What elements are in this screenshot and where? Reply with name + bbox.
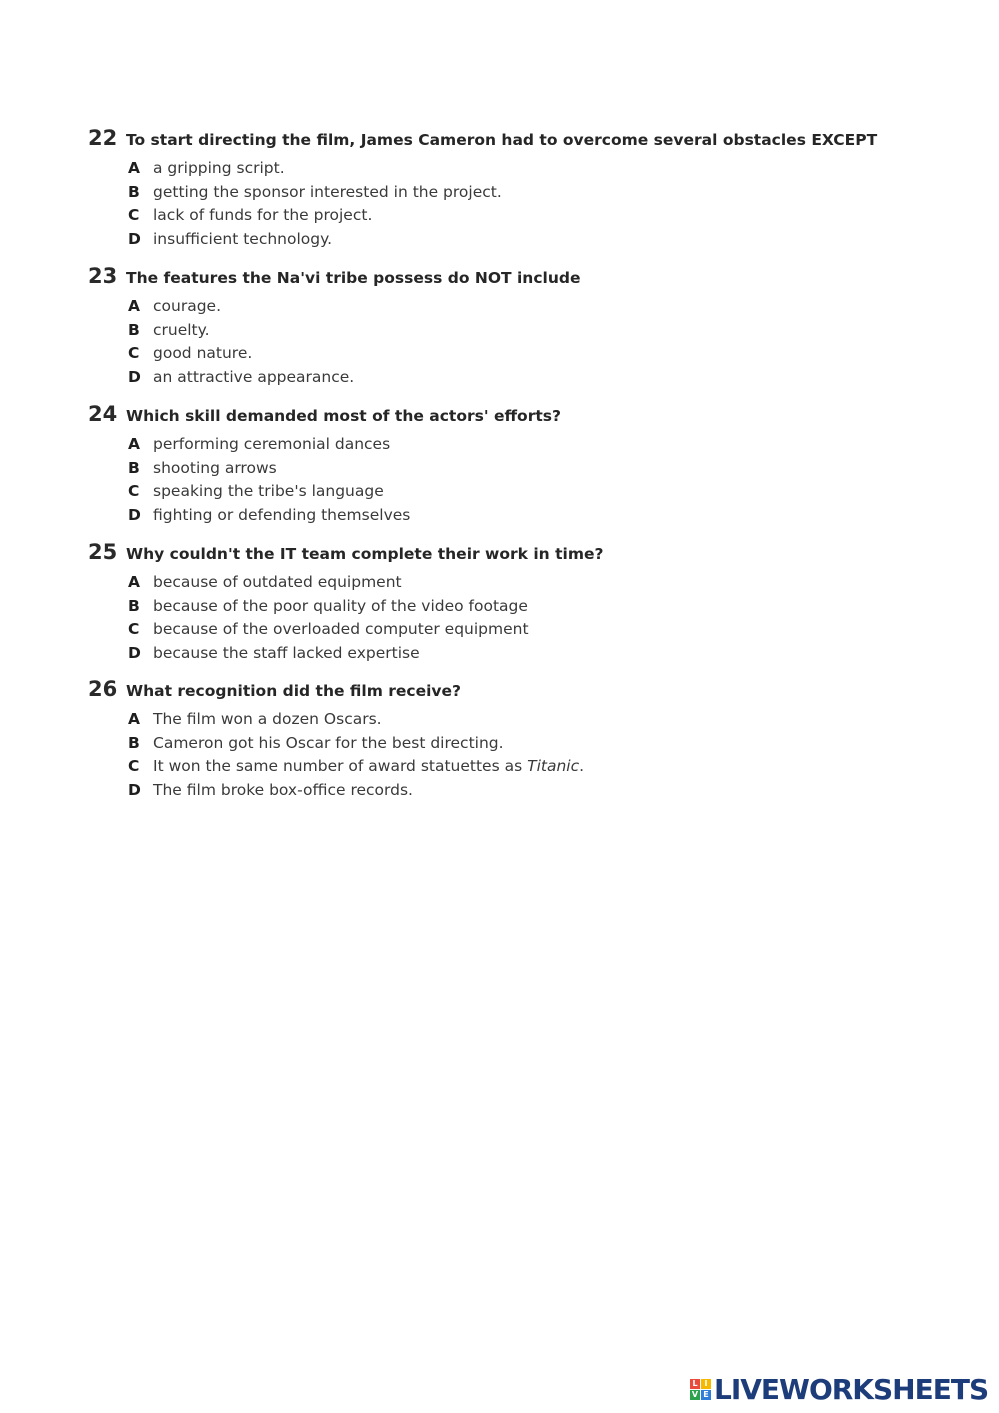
logo-mark-letter: L <box>690 1379 700 1389</box>
answer-option-c[interactable] <box>128 482 968 506</box>
logo-mark-letter: I <box>701 1379 711 1389</box>
answer-option-c[interactable] <box>128 344 968 368</box>
logo-mark-letter: E <box>701 1390 711 1400</box>
question-text: Which skill demanded most of the actors' efforts? <box>126 407 561 425</box>
answer-options <box>128 710 968 804</box>
question-header <box>88 264 968 294</box>
option-text: The film won a dozen Oscars. <box>153 710 382 728</box>
option-letter: C <box>128 757 140 775</box>
option-text: insufficient technology. <box>153 229 332 248</box>
answer-option-d[interactable] <box>128 368 968 392</box>
answer-option-d[interactable] <box>128 644 968 668</box>
logo-mark-letter: V <box>691 1389 699 1399</box>
answer-option-b[interactable] <box>128 459 968 483</box>
option-text: an attractive appearance. <box>153 367 355 386</box>
answer-option-c[interactable] <box>128 757 968 781</box>
question-number: 23 <box>88 264 118 288</box>
option-text: fighting or defending themselves <box>153 505 411 524</box>
option-text: The film broke box-office records. <box>153 780 413 799</box>
question-25 <box>88 540 968 667</box>
question-header <box>88 126 968 156</box>
option-text: performing ceremonial dances <box>153 435 391 453</box>
answer-option-a[interactable] <box>128 435 968 459</box>
option-text: cruelty. <box>153 320 210 339</box>
question-number: 25 <box>88 540 118 564</box>
answer-option-c[interactable] <box>128 206 968 230</box>
option-letter: C <box>128 344 140 362</box>
answer-option-b[interactable] <box>128 321 968 345</box>
question-text: To start directing the film, James Cameron had to overcome several obstacles EXCEPT <box>126 131 878 149</box>
option-letter: A <box>128 297 140 315</box>
question-23 <box>88 264 968 391</box>
question-text: What recognition did the film receive? <box>126 682 462 700</box>
option-text: because of outdated equipment <box>153 573 402 591</box>
answer-options <box>128 297 968 391</box>
option-text: lack of funds for the project. <box>153 206 373 224</box>
option-letter: C <box>128 482 140 500</box>
option-text: because of the poor quality of the video footage <box>153 596 528 615</box>
answer-option-c[interactable] <box>128 620 968 644</box>
option-text: It won the same number of award statuettes as Titanic. <box>153 757 585 775</box>
option-letter: B <box>128 320 140 339</box>
option-text: shooting arrows <box>153 458 277 477</box>
question-number: 26 <box>88 677 118 701</box>
question-text: Why couldn't the IT team complete their work in time? <box>126 545 604 563</box>
option-letter: B <box>128 182 140 201</box>
option-text: speaking the tribe's language <box>153 482 384 500</box>
answer-option-a[interactable] <box>128 573 968 597</box>
option-letter: C <box>128 206 140 224</box>
question-number: 22 <box>88 126 118 150</box>
answer-option-b[interactable] <box>128 734 968 758</box>
option-letter: D <box>128 229 141 248</box>
option-text: because the staff lacked expertise <box>153 643 420 662</box>
option-letter: A <box>128 159 140 177</box>
answer-option-a[interactable] <box>128 159 968 183</box>
question-number: 24 <box>88 402 118 426</box>
option-text: courage. <box>153 297 222 315</box>
option-letter: D <box>128 780 141 799</box>
answer-option-b[interactable] <box>128 183 968 207</box>
option-letter: B <box>128 458 140 477</box>
option-letter: B <box>128 596 140 615</box>
question-header <box>88 402 968 432</box>
option-letter: A <box>128 573 140 591</box>
option-text: good nature. <box>153 344 253 362</box>
logo-mark-icon <box>690 1379 711 1400</box>
answer-option-a[interactable] <box>128 710 968 734</box>
option-letter: D <box>128 505 141 524</box>
question-text: The features the Na'vi tribe possess do NOT include <box>126 269 581 287</box>
answer-option-d[interactable] <box>128 506 968 530</box>
question-26 <box>88 677 968 804</box>
option-text: because of the overloaded computer equipment <box>153 620 529 638</box>
answer-option-b[interactable] <box>128 597 968 621</box>
question-header <box>88 677 968 707</box>
option-letter: A <box>128 710 140 728</box>
option-letter: C <box>128 620 140 638</box>
answer-options <box>128 435 968 529</box>
option-letter: D <box>128 643 141 662</box>
option-letter: D <box>128 367 141 386</box>
answer-options <box>128 159 968 253</box>
option-text: a gripping script. <box>153 159 285 177</box>
answer-option-d[interactable] <box>128 230 968 254</box>
option-letter: A <box>128 435 140 453</box>
answer-option-a[interactable] <box>128 297 968 321</box>
liveworksheets-logo <box>690 1373 988 1405</box>
option-text: getting the sponsor interested in the project. <box>153 182 502 201</box>
question-header <box>88 540 968 570</box>
answer-option-d[interactable] <box>128 781 968 805</box>
logo-text: LIVEWORKSHEETS <box>714 1372 989 1406</box>
option-letter: B <box>128 733 140 752</box>
answer-options <box>128 573 968 667</box>
option-text: Cameron got his Oscar for the best directing. <box>153 733 504 752</box>
question-22 <box>88 126 968 253</box>
question-24 <box>88 402 968 529</box>
